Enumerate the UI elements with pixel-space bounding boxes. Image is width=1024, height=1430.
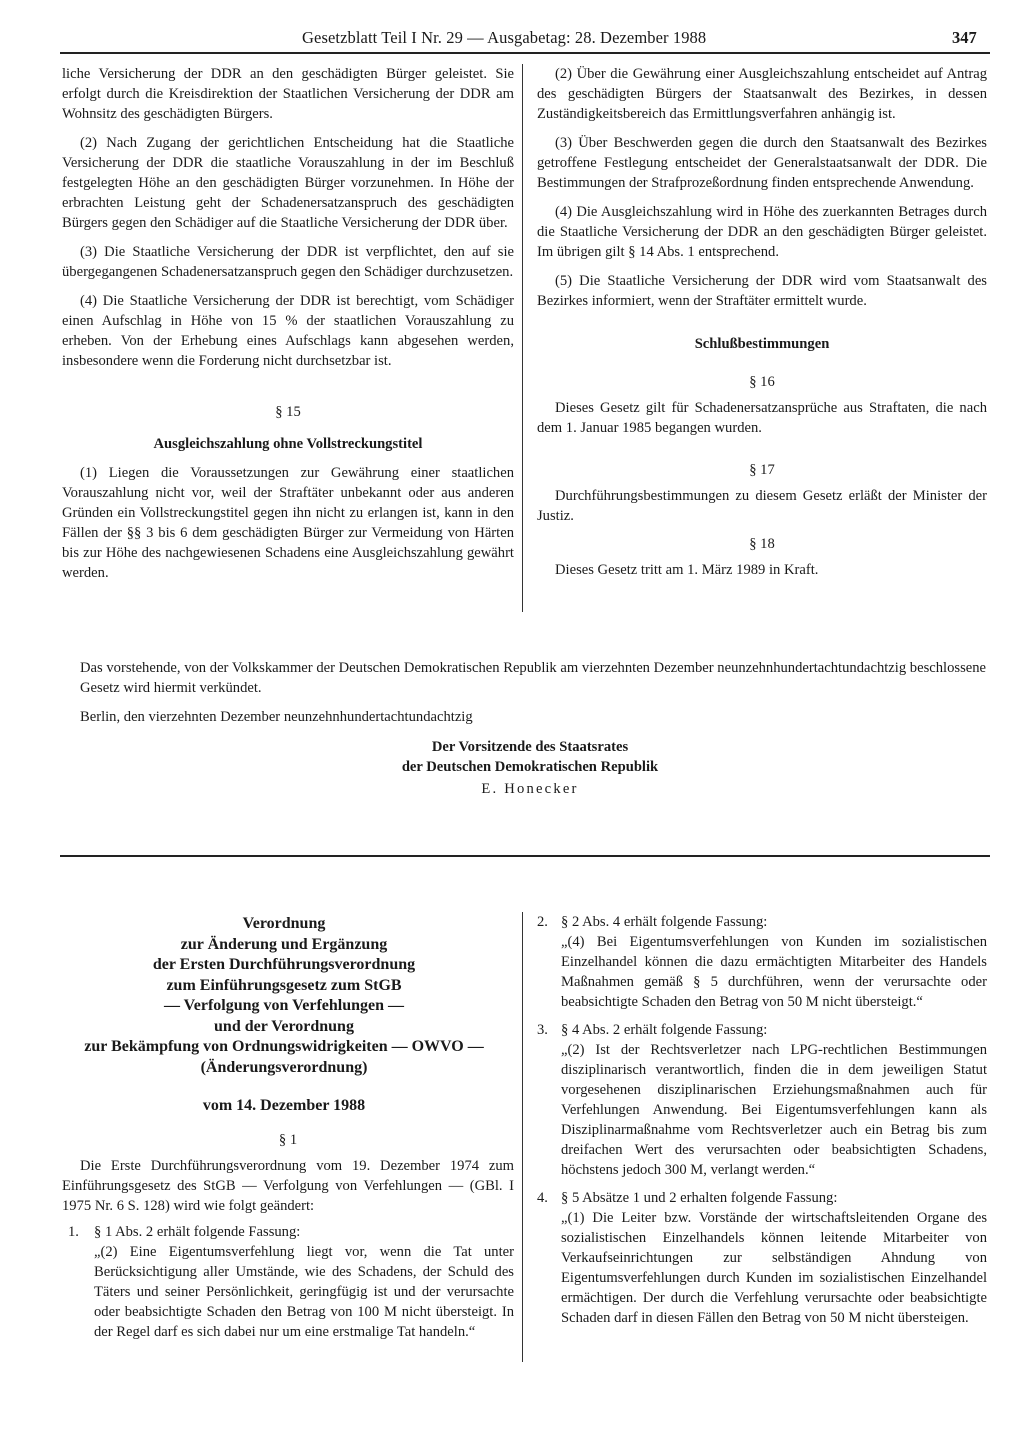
column-divider: [522, 64, 523, 612]
section-heading: § 17: [749, 462, 775, 478]
ordinance-date: vom 14. Dezember 1988: [202, 1097, 366, 1114]
paragraph: (2) Über die Gewährung einer Ausgleichszahlung entscheidet auf Antrag des geschädigten Bürgers der Staatsanwalt des Bezirkes, in dessen Zuständigkeitsbereich das Ermittlungsverfahren anhängig ist.: [537, 66, 987, 122]
lower-right-column: [537, 912, 987, 1334]
section-title: Schlußbestimmungen: [694, 336, 830, 352]
section-rule: [60, 855, 990, 857]
list-number: 4.: [537, 1190, 548, 1206]
list-quote: „(4) Bei Eigentumsverfehlungen von Kunden im sozialistischen Einzelhandel können die dazu ermächtigten Mitarbeiter des Handels Maßnahmen gemäß § 5 durchführen, wenn der verursachte oder beabsichtigte Schaden den Betrag von 50 M nicht übersteigt.“: [561, 934, 987, 1010]
list-lead: § 4 Abs. 2 erhält folgende Fassung:: [561, 1022, 768, 1038]
list-number: 3.: [537, 1022, 548, 1038]
signature-name: E. Honecker: [481, 781, 579, 797]
ordinance-title-line: Verordnung: [242, 915, 326, 932]
ordinance-title-line: zur Bekämpfung von Ordnungswidrigkeiten — OWVO —: [84, 1038, 484, 1055]
list-item: [537, 912, 987, 1012]
section-title: Ausgleichszahlung ohne Vollstreckungstitel: [153, 436, 423, 452]
upper-left-column: [62, 64, 514, 592]
list-lead: § 2 Abs. 4 erhält folgende Fassung:: [561, 914, 768, 930]
paragraph: (5) Die Staatliche Versicherung der DDR wird vom Staatsanwalt des Bezirkes informiert, wenn der Straftäter ermittelt wurde.: [537, 273, 987, 309]
list-number: 2.: [537, 914, 548, 930]
list-lead: § 5 Absätze 1 und 2 erhalten folgende Fassung:: [561, 1190, 838, 1206]
list-quote: „(2) Eine Eigentumsverfehlung liegt vor, wenn die Tat unter Berücksichtigung aller Umstände, wie des Schadens, der Schuld des Täters und seiner Persönlichkeit, geringfügig ist und der verursachte oder beabsichtigte Schaden den Betrag von 100 M nicht übersteigt. In der Regel darf es sich dabei nur um eine erstmalige Tat handeln.“: [94, 1244, 514, 1340]
ordinance-title-line: der Ersten Durchführungsverordnung: [152, 956, 416, 973]
paragraph: Dieses Gesetz tritt am 1. März 1989 in Kraft.: [555, 562, 819, 578]
promulgation-text: Das vorstehende, von der Volkskammer der Deutschen Demokratischen Republik am vierzehnten Dezember neunzehnhundertachtundachtzig beschlossene Gesetz wird hiermit verkündet.: [80, 660, 986, 696]
signature-line-1: Der Vorsitzende des Staatsrates: [431, 739, 629, 755]
ordinance-title-line: — Verfolgung von Verfehlungen —: [163, 997, 405, 1014]
paragraph: Dieses Gesetz gilt für Schadenersatzansprüche aus Straftaten, die nach dem 1. Januar 1985 begangen wurden.: [537, 400, 987, 436]
section-heading: § 1: [278, 1132, 298, 1148]
list-item: [68, 1222, 514, 1342]
paragraph: liche Versicherung der DDR an den geschädigten Bürger geleistet. Sie erfolgt durch die Kreisdirektion der Staatlichen Versicherung der DDR am Wohnsitz des geschädigten Bürgers.: [62, 66, 514, 122]
ordinance-title-line: und der Verordnung: [214, 1017, 354, 1035]
page-number: 347: [952, 28, 977, 47]
header-title: Gesetzblatt Teil I Nr. 29 — Ausgabetag: 28. Dezember 1988: [302, 28, 707, 47]
section-heading: § 16: [749, 374, 775, 390]
signature-line-2: der Deutschen Demokratischen Republik: [401, 759, 659, 775]
list-lead: § 1 Abs. 2 erhält folgende Fassung:: [94, 1224, 301, 1240]
upper-right-column: [537, 64, 987, 589]
list-quote: „(2) Ist der Rechtsverletzer nach LPG-rechtlichen Bestimmungen disziplinarisch verantwortlich, finden die in dem jeweiligen Statut vorgesehenen disziplinarischen Erziehungsmaßnahmen auch für Verfehlungen Anwendung. Bei Eigentumsverfehlungen kann als Disziplinarmaßnahme vom Rechtsverletzer auch ein Betrag bis zum dreifachen Wert des verursachten oder beabsichtigten Schadens, höchstens jedoch 300 M, verlangt werden.“: [561, 1042, 987, 1178]
paragraph: (1) Liegen die Voraussetzungen zur Gewährung einer staatlichen Vorauszahlung nicht vor, weil der Straftäter unbekannt oder aus anderen Gründen ein Vollstreckungstitel gegen ihn nicht zu erlangen ist, kann in den Fällen der §§ 3 bis 6 dem geschädigten Bürger zur Vermeidung von Härten bis zur Höhe des nachgewiesenen Schadens eine Ausgleichszahlung gewährt werden.: [62, 465, 514, 581]
paragraph: (4) Die Staatliche Versicherung der DDR ist berechtigt, vom Schädiger einen Aufschlag in Höhe von 15 % der staatlichen Vorauszahlung zu erheben. Von der Erhebung eines Aufschlags kann abgesehen werden, insbesondere wenn die Forderung nicht durchsetzbar ist.: [62, 293, 514, 369]
place-date: Berlin, den vierzehnten Dezember neunzehnhundertachtundachtzig: [80, 709, 473, 725]
header-rule: [60, 52, 990, 54]
list-number: 1.: [68, 1224, 79, 1240]
page-header: [0, 28, 1024, 50]
ordinance-title-line: (Änderungsverordnung): [200, 1058, 368, 1076]
section-heading: § 18: [749, 536, 775, 552]
paragraph: Die Erste Durchführungsverordnung vom 19. Dezember 1974 zum Einführungsgesetz des StGB — Verfolgung von Verfehlungen — (GBl. I 1975 Nr. 6 S. 128) wird wie folgt geändert:: [62, 1158, 514, 1214]
paragraph: Durchführungsbestimmungen zu diesem Gesetz erläßt der Minister der Justiz.: [537, 488, 987, 524]
section-heading: § 15: [275, 404, 301, 420]
paragraph: (3) Über Beschwerden gegen die durch den Staatsanwalt des Bezirkes getroffene Festlegung entscheidet der Generalstaatsanwalt der DDR. Die Bestimmungen der Strafprozeßordnung finden entsprechende Anwendung.: [537, 135, 987, 191]
paragraph: (4) Die Ausgleichszahlung wird in Höhe des zuerkannten Betrages durch die Staatliche Versicherung der DDR an den geschädigten Bürger geleistet. Im übrigen gilt § 14 Abs. 1 entsprechend.: [537, 204, 987, 260]
paragraph: (2) Nach Zugang der gerichtlichen Entscheidung hat die Staatliche Versicherung der DDR die staatliche Vorauszahlung in der im Beschluß festgelegten Höhe an den geschädigten Bürger vorzunehmen. In Höhe der erbrachten Leistung geht der Schadenersatzanspruch des geschädigten Bürgers gegen den Schädiger auf die Staatliche Versicherung der DDR über.: [62, 135, 514, 231]
column-divider: [522, 912, 523, 1362]
paragraph: (3) Die Staatliche Versicherung der DDR ist verpflichtet, den auf sie übergegangenen Schadenersatzanspruch gegen den Schädiger durchzusetzen.: [62, 244, 514, 280]
ordinance-title: [62, 914, 506, 1117]
list-item: [537, 1188, 987, 1328]
list-item: [537, 1020, 987, 1180]
ordinance-title-line: zur Änderung und Ergänzung: [180, 935, 388, 953]
lower-left-column: [62, 1130, 514, 1348]
list-quote: „(1) Die Leiter bzw. Vorstände der wirtschaftsleitenden Organe des sozialistischen Einzelhandels können leitende Mitarbeiter von Verkaufseinrichtungen zur selbständigen Ahndung von Eigentumsverfehlungen durch Kunden im sozialistischen Einzelhandel ermächtigen. Der durch die Verfehlung verursachte oder beabsichtigte Schaden darf in diesen Fällen den Betrag von 50 M nicht übersteigen.: [561, 1210, 987, 1326]
ordinance-title-line: zum Einführungsgesetz zum StGB: [166, 976, 402, 994]
